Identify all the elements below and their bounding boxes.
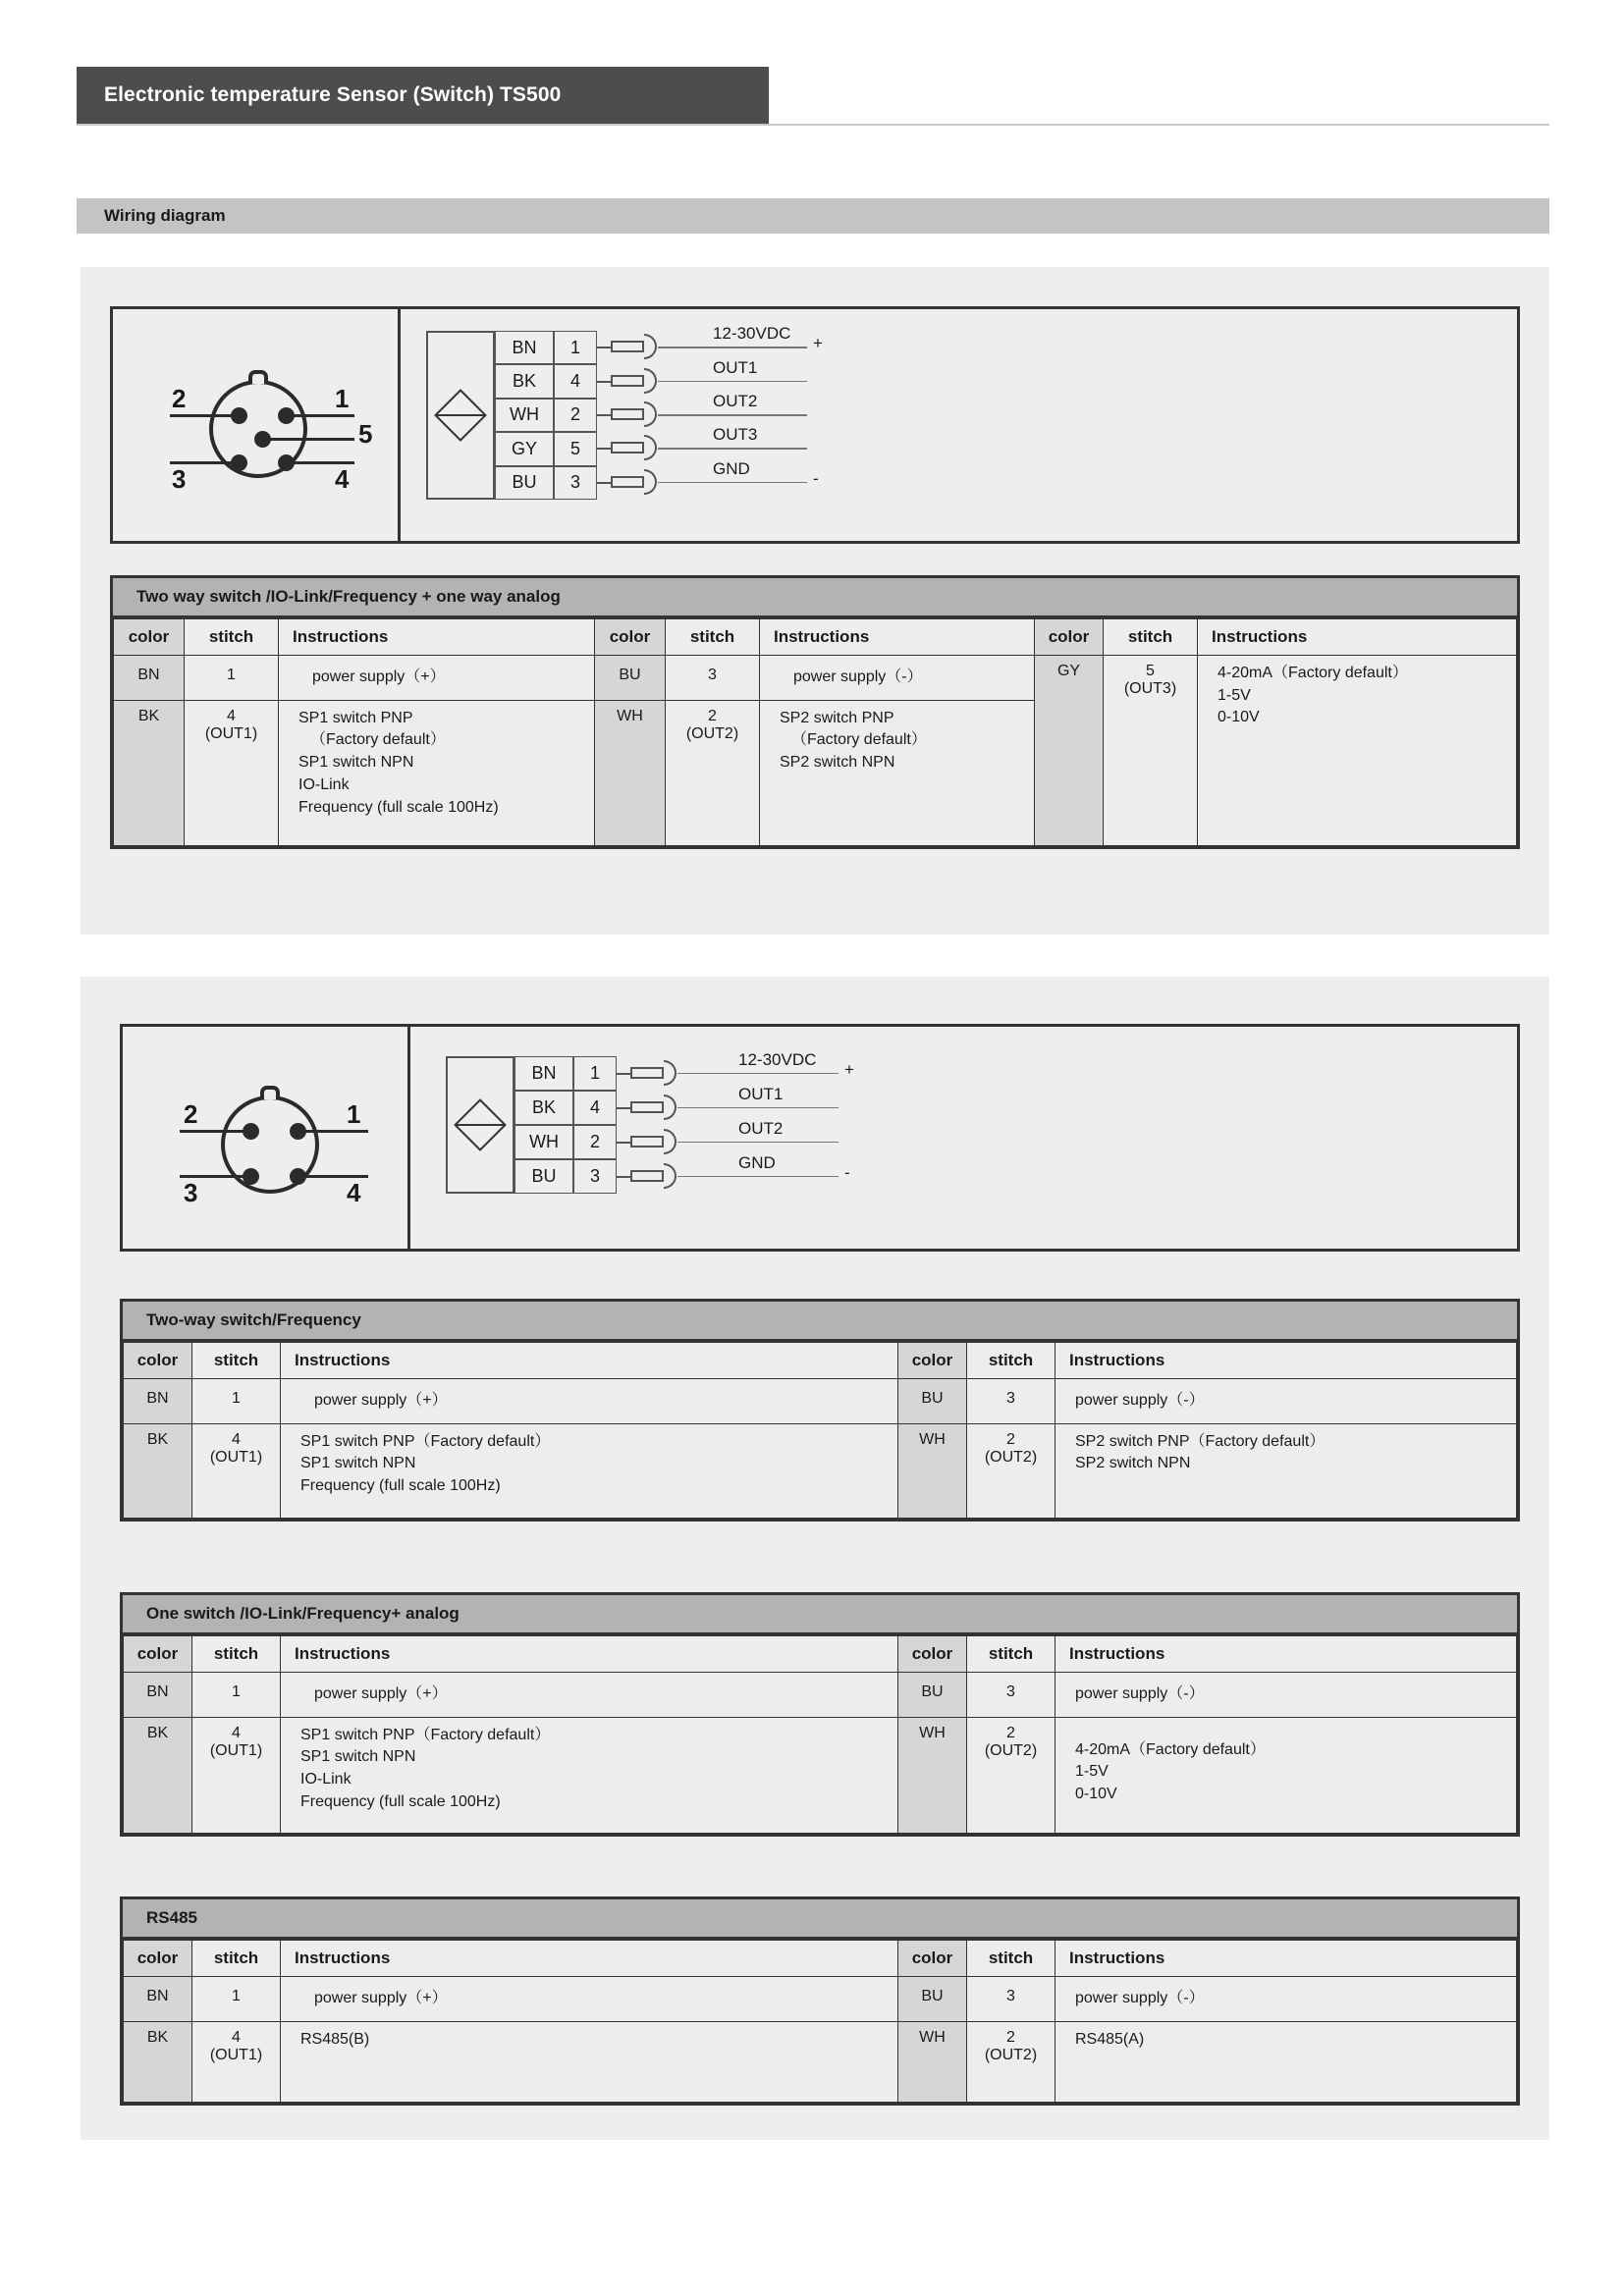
th-instructions-2: Instructions — [1056, 1636, 1517, 1673]
table3-title: One switch /IO-Link/Frequency+ analog — [123, 1595, 1517, 1635]
cell-color: BK — [124, 1423, 192, 1518]
stitch-num: 2 — [1006, 2028, 1015, 2046]
table-row — [124, 1717, 1517, 1833]
cell-instructions: power supply（-） — [1056, 1673, 1517, 1718]
cell-stitch — [1104, 656, 1198, 846]
instr-line: 4-20mA（Factory default） — [1075, 1740, 1266, 1758]
wire-label: 12-30VDC — [738, 1049, 817, 1069]
cell-instructions: power supply（+） — [281, 1673, 898, 1718]
instr-line: SP2 switch PNP — [780, 709, 894, 726]
schematic-row — [495, 331, 597, 364]
schematic-row — [495, 466, 597, 500]
instr-line: IO-Link — [300, 1771, 352, 1789]
table-one-switch-iolink-analog — [120, 1592, 1520, 1837]
th-stitch-3: stitch — [1104, 619, 1198, 656]
instr-line: （Factory default） — [310, 731, 446, 749]
page-title: Electronic temperature Sensor (Switch) TS500 — [104, 83, 562, 106]
stitch-out: (OUT1) — [204, 724, 258, 742]
wire-label: OUT2 — [713, 392, 758, 410]
stitch-num: 4 — [232, 1430, 241, 1448]
schematic-wire-color: BN — [514, 1056, 573, 1091]
schematic-wire-color: WH — [495, 399, 554, 432]
schematic-wire-color: BK — [514, 1091, 573, 1125]
table-row — [114, 656, 1517, 701]
cell-stitch: 3 — [967, 1379, 1056, 1424]
pinout-4pin — [123, 1027, 410, 1249]
schematic-wire-color: BK — [495, 364, 554, 398]
schematic-row — [514, 1159, 617, 1194]
polarity-sign: + — [813, 334, 823, 353]
lead-stub — [597, 381, 611, 383]
th-color-1: color — [124, 1343, 192, 1379]
wire-label: GND — [738, 1152, 776, 1172]
th-color-2: color — [595, 619, 666, 656]
cell-instructions: power supply（-） — [760, 656, 1035, 701]
instr-line: 4-20mA（Factory default） — [1218, 665, 1408, 681]
schematic-row — [514, 1056, 617, 1091]
instr-line: （Factory default） — [791, 731, 927, 749]
wiring-diagram-4pin — [120, 1024, 1520, 1252]
instr-line: SP2 switch NPN — [1075, 1455, 1191, 1472]
pin-label-1: 1 — [335, 384, 350, 413]
sensor-symbol-box — [446, 1056, 514, 1194]
schematic-wire-color: WH — [514, 1125, 573, 1159]
polarity-sign: - — [813, 468, 819, 488]
cell-color: WH — [898, 2021, 967, 2102]
instr-line: Frequency (full scale 100Hz) — [300, 1792, 501, 1810]
cell-instructions — [281, 1423, 898, 1518]
lead-5 — [262, 438, 354, 441]
cell-stitch — [192, 2021, 281, 2102]
wire-line — [658, 381, 807, 383]
pin-label-1: 1 — [347, 1099, 361, 1129]
stitch-num: 2 — [1006, 1724, 1015, 1741]
lead-stub — [597, 347, 611, 348]
cell-instructions — [281, 1717, 898, 1833]
pin-label-4: 4 — [347, 1178, 361, 1207]
cell-color: BK — [124, 1717, 192, 1833]
stitch-num: 4 — [232, 2028, 241, 2046]
cell-color: WH — [898, 1717, 967, 1833]
wire-line — [658, 482, 807, 484]
wire-label: 12-30VDC — [713, 324, 791, 344]
th-stitch-1: stitch — [192, 1636, 281, 1673]
cell-color: BU — [898, 1673, 967, 1718]
pin-label-3: 3 — [172, 464, 187, 494]
cell-color: BK — [124, 2021, 192, 2102]
cell-color: BK — [114, 700, 185, 845]
cell-instructions: power supply（-） — [1056, 1977, 1517, 2022]
cell-stitch: 3 — [967, 1977, 1056, 2022]
cell-stitch: 1 — [192, 1379, 281, 1424]
cell-stitch — [666, 700, 760, 845]
schematic-pin-number: 5 — [554, 432, 597, 465]
cell-stitch — [967, 1423, 1056, 1518]
cell-stitch: 1 — [185, 656, 279, 701]
connector-arc-icon — [644, 469, 657, 495]
schematic-row — [495, 364, 597, 398]
cell-stitch — [192, 1717, 281, 1833]
schematic-wire-color: BU — [514, 1159, 573, 1194]
stitch-out: (OUT1) — [209, 2046, 263, 2063]
instr-line: Frequency (full scale 100Hz) — [298, 798, 499, 816]
th-instructions-1: Instructions — [281, 1636, 898, 1673]
schematic-pin-number: 2 — [554, 399, 597, 432]
polarity-sign: - — [844, 1162, 850, 1182]
instr-line: SP1 switch PNP（Factory default） — [300, 1726, 551, 1743]
table-row — [124, 1379, 1517, 1424]
stitch-out: (OUT3) — [1123, 680, 1177, 697]
th-instructions-1: Instructions — [281, 1343, 898, 1379]
wire-line — [677, 1073, 839, 1075]
lead-stub — [597, 482, 611, 484]
connector-arc-icon — [644, 334, 657, 359]
stitch-out: (OUT2) — [984, 1741, 1038, 1759]
lead-2 — [170, 414, 239, 417]
schematic-wire-color: GY — [495, 432, 554, 465]
th-color-2: color — [898, 1941, 967, 1977]
terminal-icon — [611, 408, 644, 420]
wire-label: OUT1 — [738, 1084, 784, 1103]
cell-color: BU — [595, 656, 666, 701]
stitch-out: (OUT1) — [209, 1448, 263, 1466]
cell-instructions — [1056, 1717, 1517, 1833]
pinout-5pin — [113, 309, 401, 541]
cell-instructions: RS485(B) — [281, 2021, 898, 2102]
cell-color: BN — [124, 1673, 192, 1718]
schematic-row — [514, 1091, 617, 1125]
schematic-pin-number: 4 — [554, 364, 597, 398]
header-divider — [77, 124, 1549, 126]
table-two-way-switch-iolink — [110, 575, 1520, 849]
cell-stitch — [967, 2021, 1056, 2102]
lead-1 — [286, 414, 354, 417]
instr-line: SP2 switch PNP（Factory default） — [1075, 1432, 1326, 1450]
stitch-num: 2 — [1006, 1430, 1015, 1448]
schematic-row — [514, 1125, 617, 1159]
wire-line — [658, 448, 807, 450]
table-header-row — [124, 1343, 1517, 1379]
cell-instructions — [1056, 1423, 1517, 1518]
instr-line: 1-5V — [1075, 1763, 1109, 1781]
th-instructions-2: Instructions — [1056, 1941, 1517, 1977]
wire-label: OUT3 — [713, 425, 758, 445]
lead-stub — [597, 448, 611, 450]
schematic-pin-number: 4 — [573, 1091, 617, 1125]
connector-arc-icon — [644, 368, 657, 394]
cell-color: BU — [898, 1977, 967, 2022]
th-instructions-3: Instructions — [1198, 619, 1517, 656]
cell-color: GY — [1035, 656, 1104, 846]
sensor-diamond-icon — [435, 390, 486, 441]
cell-instructions: power supply（+） — [281, 1379, 898, 1424]
th-stitch-2: stitch — [666, 619, 760, 656]
connector-arc-icon — [644, 435, 657, 460]
schematic-row — [495, 399, 597, 432]
stitch-num: 4 — [227, 707, 236, 724]
th-color-1: color — [114, 619, 185, 656]
schematic-row — [495, 432, 597, 465]
table1-title: Two way switch /IO-Link/Frequency + one way analog — [113, 578, 1517, 618]
lead-stub — [617, 1073, 630, 1075]
stitch-out: (OUT1) — [209, 1741, 263, 1759]
cell-color: BN — [124, 1379, 192, 1424]
connector-arc-icon — [644, 401, 657, 427]
table-header-row — [124, 1636, 1517, 1673]
table-header-row — [124, 1941, 1517, 1977]
schematic-wire-color: BU — [495, 466, 554, 500]
th-instructions-1: Instructions — [279, 619, 595, 656]
terminal-icon — [630, 1170, 664, 1182]
wire-line — [677, 1142, 839, 1144]
instr-line: IO-Link — [298, 775, 350, 793]
stitch-out: (OUT2) — [984, 2046, 1038, 2063]
cell-color: BU — [898, 1379, 967, 1424]
section-title: Wiring diagram — [104, 206, 226, 225]
th-instructions-2: Instructions — [1056, 1343, 1517, 1379]
schematic-pin-number: 3 — [573, 1159, 617, 1194]
lead-stub — [617, 1176, 630, 1178]
schematic-pin-number: 2 — [573, 1125, 617, 1159]
table-row — [124, 2021, 1517, 2102]
cell-stitch: 1 — [192, 1977, 281, 2022]
instr-line: SP1 switch NPN — [298, 754, 414, 772]
cell-stitch: 3 — [967, 1673, 1056, 1718]
lead-2 — [180, 1130, 250, 1133]
wire-label: OUT1 — [713, 357, 758, 377]
th-stitch-1: stitch — [192, 1941, 281, 1977]
pin-label-4: 4 — [335, 464, 350, 494]
pin-label-3: 3 — [184, 1178, 198, 1207]
sensor-symbol-box — [426, 331, 495, 500]
cell-stitch — [967, 1717, 1056, 1833]
instr-line: 0-10V — [1218, 709, 1260, 726]
th-instructions-2: Instructions — [760, 619, 1035, 656]
wire-line — [658, 414, 807, 416]
schematic-pin-number: 3 — [554, 466, 597, 500]
wiring-diagram-5pin — [110, 306, 1520, 544]
connector-arc-icon — [664, 1095, 677, 1120]
schematic-pin-number: 1 — [573, 1056, 617, 1091]
instr-line: SP2 switch NPN — [780, 754, 895, 772]
connector-keyway-icon — [260, 1086, 280, 1099]
th-instructions-1: Instructions — [281, 1941, 898, 1977]
schematic-4pin — [410, 1027, 1517, 1249]
terminal-icon — [611, 442, 644, 454]
wire-line — [677, 1176, 839, 1178]
wire-line — [677, 1107, 839, 1109]
cell-instructions — [1198, 656, 1517, 846]
instr-line: 0-10V — [1075, 1786, 1117, 1803]
th-color-2: color — [898, 1636, 967, 1673]
instr-line: SP1 switch PNP — [298, 709, 413, 726]
instr-line: SP1 switch NPN — [300, 1748, 416, 1766]
schematic-wire-color: BN — [495, 331, 554, 364]
th-color-3: color — [1035, 619, 1104, 656]
wire-line — [658, 347, 807, 348]
stitch-out: (OUT2) — [984, 1448, 1038, 1466]
table4-title: RS485 — [123, 1899, 1517, 1940]
cell-color: BN — [124, 1977, 192, 2022]
table-two-way-switch-frequency — [120, 1299, 1520, 1522]
terminal-icon — [611, 341, 644, 352]
table-row — [124, 1423, 1517, 1518]
cell-stitch — [192, 1423, 281, 1518]
lead-stub — [617, 1142, 630, 1144]
cell-stitch: 3 — [666, 656, 760, 701]
instr-line: 1-5V — [1218, 686, 1251, 704]
terminal-icon — [630, 1136, 664, 1148]
wire-label: OUT2 — [738, 1118, 784, 1138]
table-row — [124, 1673, 1517, 1718]
th-stitch-2: stitch — [967, 1941, 1056, 1977]
pin-label-5: 5 — [358, 419, 373, 449]
connector-arc-icon — [664, 1163, 677, 1189]
pin-label-2: 2 — [184, 1099, 198, 1129]
table-rs485 — [120, 1896, 1520, 2106]
cell-instructions — [760, 700, 1035, 845]
cell-instructions: power supply（+） — [279, 656, 595, 701]
terminal-icon — [630, 1101, 664, 1113]
instr-line: SP1 switch PNP（Factory default） — [300, 1432, 551, 1450]
cell-instructions: power supply（+） — [281, 1977, 898, 2022]
cell-stitch: 1 — [192, 1673, 281, 1718]
connector-arc-icon — [664, 1129, 677, 1154]
cell-color: BN — [114, 656, 185, 701]
terminal-icon — [611, 375, 644, 387]
stitch-num: 2 — [708, 707, 717, 724]
table2-title: Two-way switch/Frequency — [123, 1302, 1517, 1342]
cell-color: WH — [595, 700, 666, 845]
connector-keyway-icon — [248, 370, 268, 384]
terminal-icon — [630, 1067, 664, 1079]
th-stitch-2: stitch — [967, 1636, 1056, 1673]
cell-instructions — [279, 700, 595, 845]
cell-instructions: power supply（-） — [1056, 1379, 1517, 1424]
schematic-pin-number: 1 — [554, 331, 597, 364]
table-row — [124, 1977, 1517, 2022]
th-color-1: color — [124, 1941, 192, 1977]
cell-instructions: RS485(A) — [1056, 2021, 1517, 2102]
lead-stub — [597, 414, 611, 416]
instr-line: SP1 switch NPN — [300, 1455, 416, 1472]
cell-stitch — [185, 700, 279, 845]
schematic-5pin — [401, 309, 1517, 541]
th-stitch-2: stitch — [967, 1343, 1056, 1379]
wire-label: GND — [713, 458, 750, 478]
lead-1 — [298, 1130, 368, 1133]
th-stitch-1: stitch — [192, 1343, 281, 1379]
sensor-diamond-icon — [455, 1099, 506, 1150]
section-bar-wiring-diagram — [77, 198, 1549, 234]
cell-color: WH — [898, 1423, 967, 1518]
th-color-1: color — [124, 1636, 192, 1673]
terminal-icon — [611, 476, 644, 488]
table-header-row — [114, 619, 1517, 656]
pin-label-2: 2 — [172, 384, 187, 413]
th-color-2: color — [898, 1343, 967, 1379]
page-header — [77, 67, 769, 124]
stitch-num: 4 — [232, 1724, 241, 1741]
stitch-num: 5 — [1146, 663, 1155, 679]
lead-stub — [617, 1107, 630, 1109]
polarity-sign: + — [844, 1059, 854, 1079]
th-stitch-1: stitch — [185, 619, 279, 656]
stitch-out: (OUT2) — [685, 724, 739, 742]
instr-line: Frequency (full scale 100Hz) — [300, 1477, 501, 1495]
connector-arc-icon — [664, 1060, 677, 1086]
